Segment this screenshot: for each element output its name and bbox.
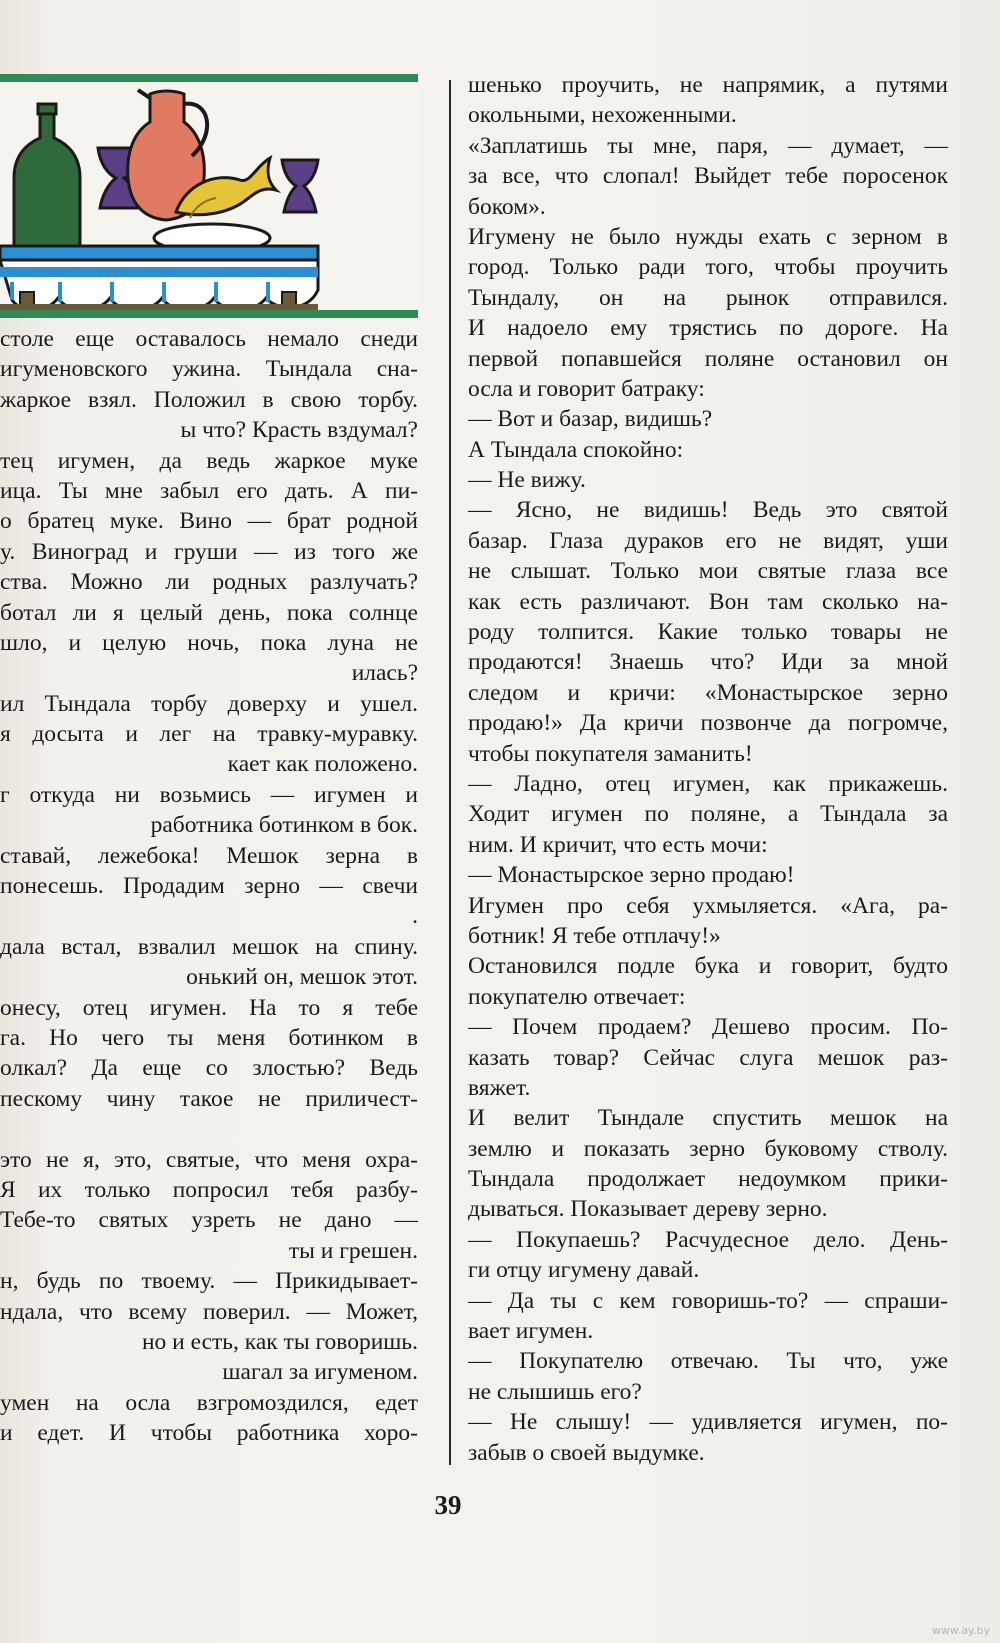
text-line: вает игумен. (468, 1318, 594, 1345)
text-line: ботник! Я тебе отплачу!» (468, 922, 721, 949)
text-line: я досыта и лег на травку-муравку. (0, 721, 418, 748)
text-line: не слышат. Только мои святые глаза все (468, 558, 948, 585)
text-line (0, 1114, 418, 1144)
text-line: — Не слышу! — удивляется игумен, по- (468, 1409, 948, 1436)
text-line: покупателю отвечает: (468, 983, 686, 1010)
right-text-column (468, 70, 948, 1468)
text-line: город. Только ради того, чтобы проучить (468, 254, 948, 281)
text-line: продаются! Знаешь что? Иди за мной (468, 649, 948, 676)
left-text-column (0, 324, 418, 1448)
text-line: — Не вижу. (468, 467, 586, 494)
text-line: шло, и целую ночь, пока луна не (0, 629, 418, 656)
text-line: столе еще оставалось немало снеди (0, 326, 418, 352)
text-line: продаю!» Да кричи позвонче да погромче, (468, 710, 948, 737)
text-line: чтобы покупателя заманить! (468, 740, 753, 767)
text-line: кает как положено. (227, 751, 418, 778)
text-line: базар. Глаза дураков его не видят, уши (468, 527, 948, 554)
text-line: — Почем продаем? Дешево просим. По- (468, 1014, 948, 1041)
text-line: умен на осла взгромоздился, едет (0, 1389, 418, 1416)
text-line: шагал за игуменом. (222, 1359, 418, 1386)
text-line: . (412, 903, 418, 930)
text-line: олкал? Да еще со злостью? Ведь (0, 1055, 418, 1082)
text-line: н, будь по твоему. — Прикидывает- (0, 1268, 418, 1295)
text-line: ства. Можно ли родных разлучать? (0, 569, 418, 596)
text-line: ндала, что всему поверил. — Может, (0, 1298, 418, 1325)
text-line: о братец муке. Вино — брат родной (0, 508, 418, 535)
text-line: ты и грешен. (288, 1237, 418, 1264)
text-line: вяжет. (468, 1074, 531, 1101)
text-line: Я их только попросил тебя разбу- (0, 1176, 418, 1203)
text-line: — Покупаешь? Расчудесное дело. День- (468, 1226, 948, 1253)
text-line: ил Тындала торбу доверху и ушел. (0, 690, 418, 717)
text-line: казать товар? Сейчас слуга мешок раз- (468, 1044, 948, 1071)
still-life-icon (0, 82, 418, 310)
text-line: Остановился подле бука и говорит, будто (468, 953, 948, 980)
text-line: га. Но чего ты меня ботинком в (0, 1024, 418, 1051)
text-line: работника ботинком в бок. (150, 812, 418, 839)
text-line: И велит Тындале спустить мешок на (468, 1105, 948, 1132)
text-line: илась? (351, 660, 418, 687)
text-line: «Заплатишь ты мне, паря, — думает, — (468, 132, 948, 159)
text-line: ним. И кричит, что есть мочи: (468, 831, 768, 858)
watermark: www.ay.by (931, 1624, 990, 1637)
text-line: г откуда ни возьмись — игумен и (0, 781, 418, 808)
text-line: Игумену не было нужды ехать с зерном в (468, 223, 948, 250)
text-line: — Ясно, не видишь! Ведь это святой (468, 497, 948, 524)
text-line: жаркое взял. Положил в свою торбу. (0, 386, 418, 413)
text-line: осла и говорит батраку: (468, 375, 705, 402)
text-line: за все, что слопал! Выйдет тебе поросенок (468, 163, 948, 190)
text-line: следом и кричи: «Монастырское зерно (468, 679, 948, 706)
text-line: но и есть, как ты говоришь. (141, 1328, 418, 1355)
text-line: ги отцу игумену давай. (468, 1257, 700, 1284)
text-line: игуменовского ужина. Тындала сна- (0, 356, 418, 383)
text-line: дала встал, взвалил мешок на спину. (0, 933, 418, 960)
text-line: как есть различают. Вон там сколько на- (468, 588, 948, 615)
text-line: — Да ты с кем говоришь-то? — спраши- (468, 1287, 948, 1314)
text-line: И надоело ему трястись по дороге. На (468, 315, 948, 342)
text-line: шенько проучить, не напрямик, а путями (468, 72, 948, 98)
text-line: первой попавшейся поляне остановил он (468, 345, 948, 372)
text-line: понесешь. Продадим зерно — свечи (0, 873, 418, 900)
text-line: А Тындала спокойно: (468, 436, 684, 463)
text-line: ы что? Красть вздумал? (180, 417, 418, 444)
text-line: у. Виноград и груши — из того же (0, 538, 418, 565)
text-line: это не я, это, святые, что меня охра- (0, 1146, 418, 1173)
text-line: ица. Ты мне забыл его дать. А пи- (0, 477, 418, 504)
text-line: — Ладно, отец игумен, как прикажешь. (468, 770, 948, 797)
text-line: Ходит игумен по поляне, а Тындала за (468, 801, 948, 828)
text-line: роду толпится. Какие только товары не (468, 619, 948, 646)
text-line: окольными, нехоженными. (468, 102, 737, 129)
text-line: Тындала продолжает недоумком прики- (468, 1166, 948, 1193)
column-divider (449, 80, 451, 1465)
text-line: — Монастырское зерно продаю! (468, 862, 795, 889)
text-line: тец игумен, да ведь жаркое муке (0, 447, 418, 474)
text-line: онесу, отец игумен. На то я тебе (0, 994, 418, 1021)
text-line: забыв о своей выдумке. (468, 1439, 705, 1466)
text-line: ставай, лежебока! Мешок зерна в (0, 842, 418, 869)
text-line: дываться. Показывает дереву зерно. (468, 1196, 828, 1223)
text-line: боком». (468, 193, 546, 220)
page-number: 39 (434, 1490, 462, 1520)
text-line: землю и показать зерно буковому стволу. (468, 1135, 948, 1162)
text-line: Тындалу, он на рынок отправился. (468, 284, 948, 311)
text-line: ботал ли я целый день, пока солнце (0, 599, 418, 626)
text-line: не слышишь его? (468, 1378, 642, 1405)
text-line: онький он, мешок этот. (186, 964, 418, 991)
text-line: Игумен про себя ухмыляется. «Ага, ра- (468, 892, 948, 919)
text-line: Тебе-то святых узреть не дано — (0, 1207, 418, 1234)
illustration-still-life (0, 74, 418, 318)
text-line: и едет. И чтобы работника хоро- (0, 1420, 418, 1447)
text-line: пескому чину такое не приличест- (0, 1085, 418, 1112)
text-line: — Покупателю отвечаю. Ты что, уже (468, 1348, 948, 1375)
text-line: — Вот и базар, видишь? (468, 406, 713, 433)
